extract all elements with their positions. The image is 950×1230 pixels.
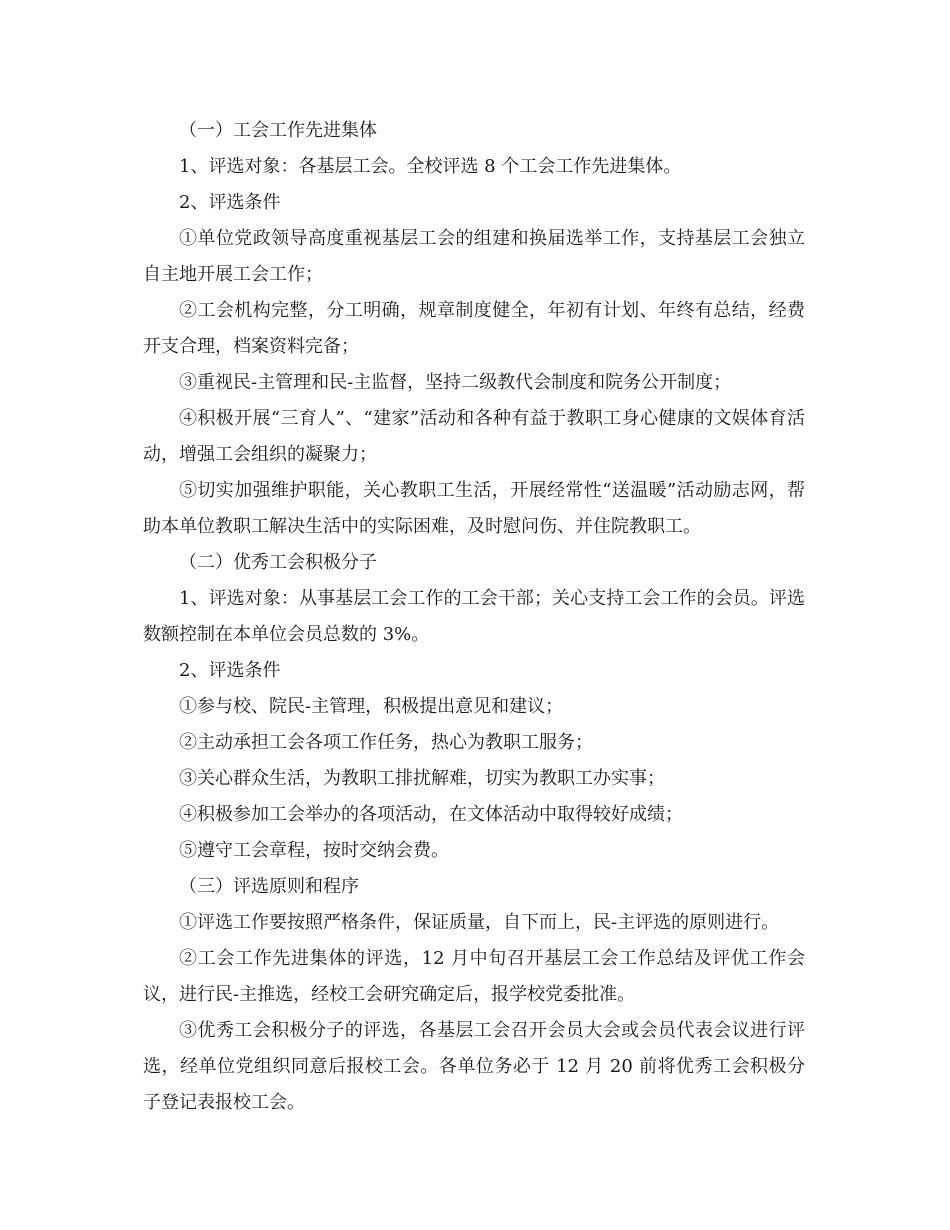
section-3-paragraph: ①评选工作要按照严格条件，保证质量，自下而上，民-主评选的原则进行。 [179, 912, 780, 933]
section-3-paragraph: ③优秀工会积极分子的评选，各基层工会召开会员大会或会员代表会议进行评选，经单位党组织同意后报校工会。各单位务必于 12 月 20 前将优秀工会积极分子登记表报校工会。 [143, 1020, 805, 1113]
section-2-paragraph: ④积极参加工会举办的各项活动，在文体活动中取得较好成绩； [179, 804, 683, 825]
section-1-paragraph: ①单位党政领导高度重视基层工会的组建和换届选举工作，支持基层工会独立自主地开展工会工作； [143, 228, 805, 285]
section-2-paragraph: 2、评选条件 [179, 660, 281, 681]
section-1-paragraph: 1、评选对象：各基层工会。全校评选 8 个工会工作先进集体。 [179, 156, 682, 177]
section-1-paragraph: 2、评选条件 [179, 192, 281, 213]
section-1-paragraph: ⑤切实加强维护职能，关心教职工生活，开展经常性“送温暖”活动励志网，帮助本单位教职工解决生活中的实际困难，及时慰问伤、并住院教职工。 [143, 480, 805, 537]
section-1-paragraph: ④积极开展“三育人”、“建家”活动和各种有益于教职工身心健康的文娱体育活动，增强工会组织的凝聚力； [143, 408, 805, 465]
section-3-paragraph: ②工会工作先进集体的评选，12 月中旬召开基层工会工作总结及评优工作会议，进行民-主推选，经校工会研究确定后，报学校党委批准。 [143, 948, 805, 1005]
section-1-paragraph: ③重视民-主管理和民-主监督，坚持二级教代会制度和院务公开制度； [179, 372, 732, 393]
section-1-heading: （一）工会工作先进集体 [179, 120, 377, 141]
section-2-heading: （二）优秀工会积极分子 [179, 552, 377, 573]
section-2-paragraph: ①参与校、院民-主管理，积极提出意见和建议； [179, 696, 564, 717]
section-3-heading: （三）评选原则和程序 [179, 876, 359, 897]
section-1-paragraph: ②工会机构完整，分工明确，规章制度健全，年初有计划、年终有总结，经费开支合理，档案资料完备； [143, 300, 805, 357]
section-2-paragraph: ③关心群众生活，为教职工排扰解难，切实为教职工办实事； [179, 768, 665, 789]
document-body [143, 113, 805, 1121]
section-2-paragraph: 1、评选对象：从事基层工会工作的工会干部；关心支持工会工作的会员。评选数额控制在本单位会员总数的 3%。 [143, 588, 805, 645]
section-2-paragraph: ②主动承担工会各项工作任务，热心为教职工服务； [179, 732, 593, 753]
section-2-paragraph: ⑤遵守工会章程，按时交纳会费。 [179, 840, 449, 861]
